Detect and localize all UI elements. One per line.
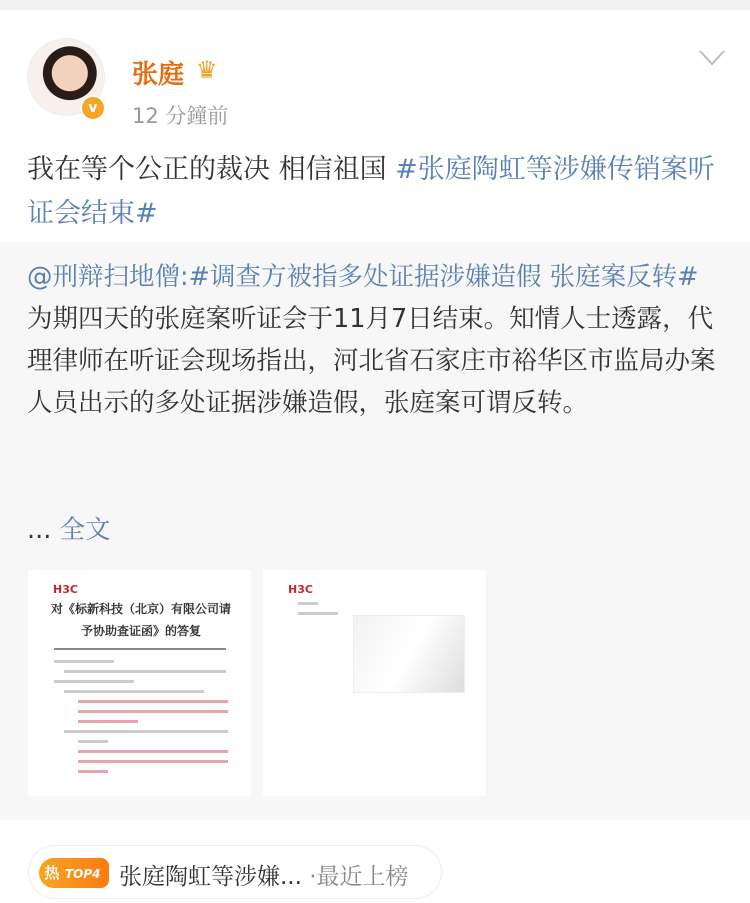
divider xyxy=(54,648,226,650)
text-line xyxy=(64,670,226,673)
more-text xyxy=(27,510,110,546)
crown-icon: ♛ xyxy=(196,56,218,84)
image-thumbnail-2[interactable] xyxy=(263,570,486,796)
text-line xyxy=(78,750,228,753)
hot-topic-bar xyxy=(0,820,750,903)
text-line xyxy=(78,740,108,743)
text-line xyxy=(54,660,114,663)
text-line xyxy=(78,710,228,713)
hot-topic-pill[interactable] xyxy=(28,845,442,899)
text-line xyxy=(54,680,134,683)
hot-topic-title: 张庭陶虹等涉嫌... xyxy=(119,864,302,890)
retweeted-post[interactable] xyxy=(0,242,750,820)
ellipsis: ... xyxy=(27,515,60,545)
text-line xyxy=(298,612,338,615)
rank-label: TOP4 xyxy=(65,867,101,881)
certificate-image xyxy=(353,615,465,693)
text-line xyxy=(78,760,228,763)
status-strip xyxy=(0,0,750,10)
hot-icon: 热 xyxy=(44,864,60,882)
h3c-logo: H3C xyxy=(53,583,78,596)
post-text xyxy=(27,148,727,236)
full-text-link[interactable]: 全文 xyxy=(59,515,111,545)
text-line xyxy=(64,730,228,733)
text-line xyxy=(64,690,204,693)
document-title: 对《标新科技（北京）有限公司请予协助查证函》的答复 xyxy=(50,602,231,638)
text-line xyxy=(298,602,318,605)
hot-topic-status: ·最近上榜 xyxy=(301,864,409,890)
post-time: 12 分鐘前 xyxy=(132,104,229,128)
hot-rank-badge xyxy=(39,858,109,888)
weibo-post xyxy=(0,10,750,242)
hashtag-link[interactable]: #张庭陶虹等涉嫌传销案听证会结束# xyxy=(27,154,715,229)
retweet-author-link[interactable]: @刑辩扫地僧: xyxy=(27,262,189,292)
text-line xyxy=(78,770,108,773)
chevron-down-icon[interactable] xyxy=(698,48,726,76)
post-body: 我在等个公正的裁决 相信祖国 xyxy=(27,154,396,185)
text-line xyxy=(78,720,138,723)
text-line xyxy=(78,700,228,703)
h3c-logo: H3C xyxy=(288,583,313,596)
verified-badge-icon: v xyxy=(80,95,106,121)
image-thumbnail-1[interactable] xyxy=(28,570,251,796)
retweet-hashtag-link[interactable]: #调查方被指多处证据涉嫌造假 张庭案反转# xyxy=(188,262,699,292)
author-name[interactable]: 张庭 xyxy=(132,60,185,90)
retweet-body: 为期四天的张庭案听证会于11月7日结束。知情人士透露，代理律师在听证会现场指出，河北省石家庄市裕华区市监局办案人员出示的多处证据涉嫌造假，张庭案可谓反转。 xyxy=(27,304,716,418)
retweet-text xyxy=(27,256,727,424)
